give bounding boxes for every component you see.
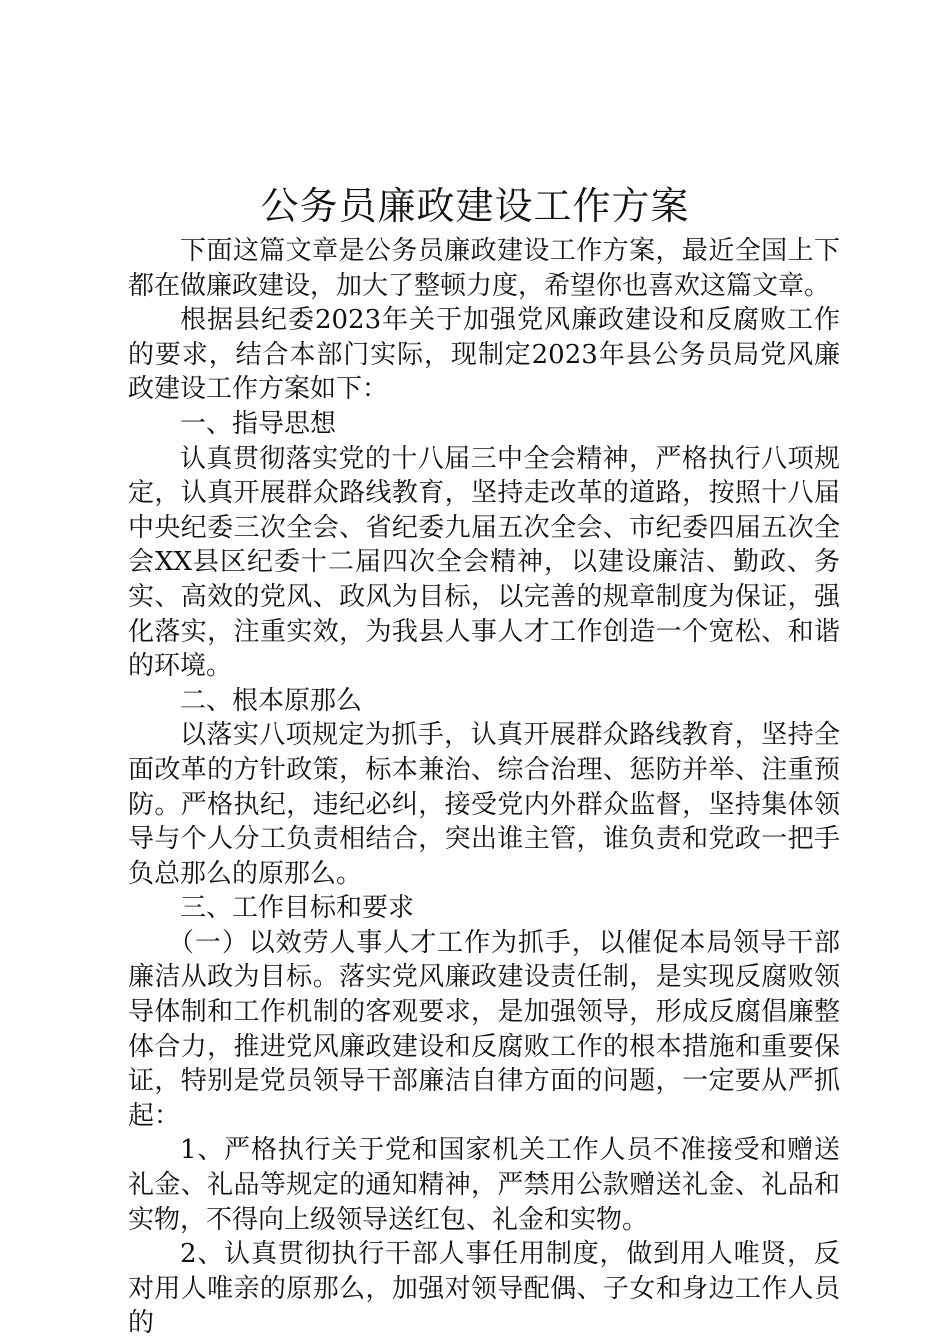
paragraph-item-2: 2、认真贯彻执行干部人事任用制度，做到用人唯贤，反对用人唯亲的原那么，加强对领导配偶、子女和身边工作人员的 <box>128 1239 840 1339</box>
document-body <box>128 234 840 1341</box>
paragraph-basis: 根据县纪委2023年关于加强党风廉政建设和反腐败工作的要求，结合本部门实际，现制定2023年县公务员局党风廉政建设工作方案如下： <box>128 305 840 405</box>
section-heading-guiding-thought: 一、指导思想 <box>180 408 337 439</box>
paragraph-guiding-thought: 认真贯彻落实党的十八届三中全会精神，严格执行八项规定，认真开展群众路线教育，坚持走改革的道路，按照十八届中央纪委三次全会、省纪委九届五次全会、市纪委四届五次全会XX县区纪委十二届四次全会精神，以建设廉洁、勤政、务实、高效的党风、政风为目标，以完善的规章制度为保证，强化落实，注重实效，为我县人事人才工作创造一个宽松、和谐的环境。 <box>128 443 840 682</box>
section-heading-principles: 二、根本原那么 <box>180 685 363 716</box>
paragraph-principles: 以落实八项规定为抓手，认真开展群众路线教育，坚持全面改革的方针政策，标本兼治、综合治理、惩防并举、注重预防。严格执纪，违纪必纠，接受党内外群众监督，坚持集体领导与个人分工负责相结合，突出谁主管，谁负责和党政一把手负总那么的原那么。 <box>128 720 840 889</box>
section-heading-goals: 三、工作目标和要求 <box>180 893 415 924</box>
paragraph-intro: 下面这篇文章是公务员廉政建设工作方案，最近全国上下都在做廉政建设，加大了整顿力度，希望你也喜欢这篇文章。 <box>128 236 840 301</box>
document-title: 公务员廉政建设工作方案 <box>260 184 690 228</box>
paragraph-goals-one: （一）以效劳人事人才工作为抓手，以催促本局领导干部廉洁从政为目标。落实党风廉政建设责任制，是实现反腐败领导体制和工作机制的客观要求，是加强领导，形成反腐倡廉整体合力，推进党风廉政建设和反腐败工作的根本措施和重要保证，特别是党员领导干部廉洁自律方面的问题，一定要从严抓起： <box>128 927 840 1131</box>
paragraph-item-1: 1、严格执行关于党和国家机关工作人员不准接受和赠送礼金、礼品等规定的通知精神，严禁用公款赠送礼金、礼品和实物，不得向上级领导送红包、礼金和实物。 <box>128 1135 840 1235</box>
